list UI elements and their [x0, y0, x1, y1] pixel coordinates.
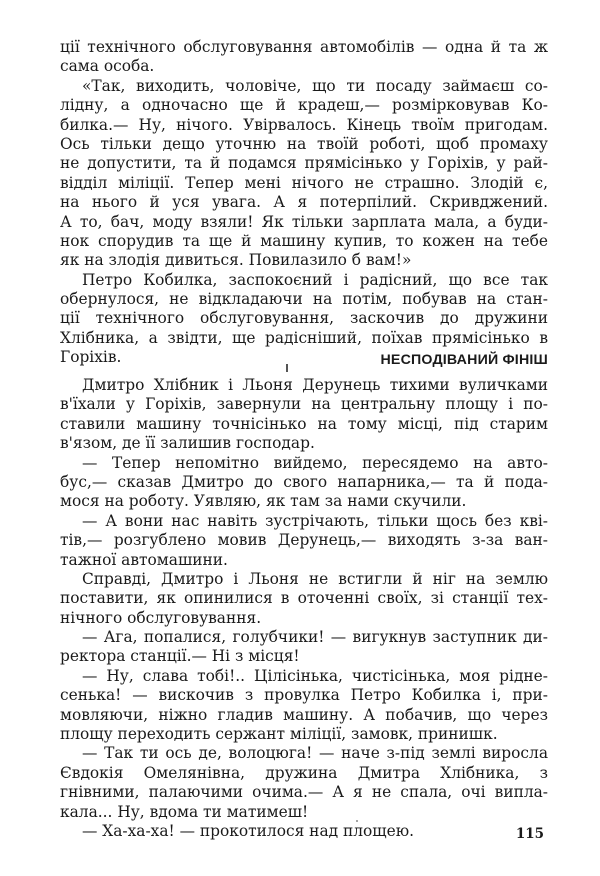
text-line: мовляючи, ніжно гладив машину. А побачив, що через	[60, 705, 548, 724]
text-line: площу переходить сержант міліції, замовк, принишк.	[60, 725, 498, 744]
text-line: ректора станції.— Ні з місця!	[60, 647, 300, 666]
text-line: нічного обслуговування.	[60, 608, 262, 627]
text-line: — Тепер непомітно вийдемо, пересядемо на авто-	[82, 453, 548, 472]
text-line: в'язом, де її залишив господар.	[60, 434, 315, 453]
text-line: тажної автомашини.	[60, 550, 228, 569]
text-line: — Так ти ось де, волоцюга! — наче з-під землі виросла	[82, 744, 548, 763]
text-line: Справді, Дмитро і Льоня не встигли й ніг на землю	[82, 569, 548, 588]
text-line: кала... Ну, вдома ти матимеш!	[60, 802, 309, 821]
text-line: Ось тільки дещо уточню на твоїй роботі, щоб промаху	[60, 134, 548, 153]
page-number: 115	[515, 826, 544, 842]
text-line: як на злодія дивиться. Повилазило б вам!»	[60, 251, 412, 270]
text-line: ції технічного обслуговування автомобілів — одна й та ж	[60, 38, 548, 56]
text-line: — Ха-ха-ха! — прокотилося над площею.	[82, 821, 414, 840]
text-line: бус,— сказав Дмитро до свого напарника,— та й пода-	[60, 472, 548, 491]
text-line: билка.— Ну, нічого. Увірвалось. Кінець твоїм пригодам.	[60, 115, 548, 134]
text-line: обернулося, не відкладаючи на потім, побував на стан-	[60, 290, 548, 309]
text-section-1	[60, 38, 548, 368]
text-line: Петро Кобилка, заспокоєний і радісний, що все так	[82, 270, 548, 289]
text-line: Євдокія Омелянівна, дружина Дмитра Хлібника, з	[60, 763, 548, 782]
scan-dot	[356, 820, 358, 822]
text-line: — Ага, попалися, голубчики! — вигукнув заступник ди-	[82, 628, 548, 647]
text-line: в'їхали у Горіхів, завернули на центральну площу і по-	[60, 395, 548, 414]
scan-speck	[286, 364, 288, 372]
text-line: «Так, виходить, чоловіче, що ти посаду займаєш со-	[82, 76, 548, 95]
text-line: А то, бач, моду взяли! Як тільки зарплата мала, а буди-	[60, 212, 548, 231]
text-line: — Ну, слава тобі!.. Цілісінька, чистісінька, моя рідне-	[82, 666, 548, 685]
text-line: ції технічного обслуговування, заскочив до дружини	[60, 309, 548, 328]
text-line: Дмитро Хлібник і Льоня Дерунець тихими вуличками	[82, 376, 548, 394]
text-line: Горіхів.	[60, 348, 122, 367]
text-line: Хлібника, а звідти, ще радісніший, поїхав прямісінько в	[60, 328, 548, 347]
text-line: поставити, як опинилися в оточенні своїх, зі станції тех-	[60, 589, 548, 608]
text-line: ставили машину точнісінько на тому місці, під старим	[60, 414, 548, 433]
text-line: на нього й уся увага. А я потерпілий. Скривджений.	[60, 193, 548, 212]
text-line: не допустити, та й подамся прямісінько у Горіхів, у рай-	[60, 154, 548, 173]
text-line: лідну, а одночасно ще й крадеш,— розмірковував Ко-	[60, 96, 548, 115]
text-line: мося на роботу. Уявляю, як там за нами скучили.	[60, 492, 467, 511]
text-line: нок спорудив та ще й машину купив, то кожен на тебе	[60, 231, 548, 250]
text-line: тів,— розгублено мовив Дерунець,— виходять з-за ван-	[60, 531, 548, 550]
text-line: сенька! — вискочив з провулка Петро Кобилка і, при-	[60, 686, 548, 705]
text-line: відділ міліції. Тепер мені нічого не страшно. Злодій є,	[60, 173, 548, 192]
text-line: — А вони нас навіть зустрічають, тільки щось без кві-	[82, 511, 548, 530]
text-section-2	[60, 376, 548, 841]
text-line: гнівними, палаючими очима.— А я не спала, очі випла-	[60, 783, 548, 802]
chapter-heading: НЕСПОДІВАНИЙ ФІНІШ	[380, 352, 548, 368]
text-line: сама особа.	[60, 57, 155, 76]
